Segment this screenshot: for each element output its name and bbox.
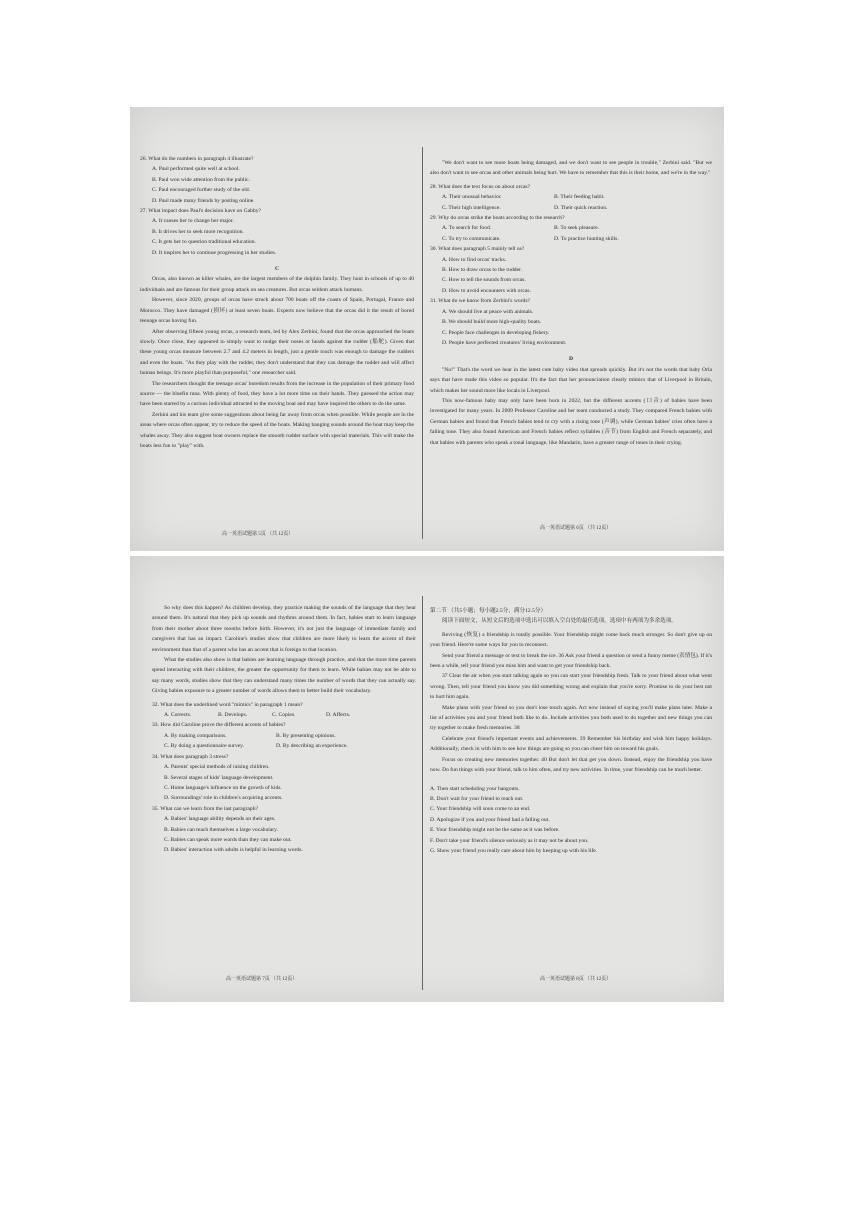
option-row — [442, 234, 712, 244]
option: C. Their high intelligence. — [442, 204, 501, 211]
option: A. We should live at peace with animals. — [442, 308, 534, 315]
paragraph: Celebrate your friend's important events and achievements. 39 Remember his birthday and wish him happy holidays. Additionally, check in with him to see how things are going so you can cheer him on toward his goals. — [430, 735, 712, 753]
option-row — [442, 223, 712, 233]
paragraph: This now-famous baby may only have been born in 2022, but the different accents (口音) of babies have been investigated for many years. In 2009 Professor Caroline and her team conducted a study. They compared French babies with German babies and found that French babies tend to cry with a rising tone (声调), while German babies' cries often have a falling tone. They also found American and French babies reflect syllables (音节) from English and French separately, and that babies with parents who speak a tonal language, like Mandarin, have a greater range of tones in their crying. — [430, 397, 712, 446]
option: A. To search for food. — [442, 225, 492, 232]
option: C. To try to communicate. — [442, 235, 501, 242]
page-footer: 高一英语试题第 5页 （共 12页） — [222, 532, 294, 537]
option: D. Paul made many friends by posting online. — [152, 197, 255, 204]
option: A. Their unusual behavior. — [442, 194, 502, 201]
option: A. Corrects. — [164, 712, 192, 719]
option: B. By presenting opinions. — [276, 732, 336, 739]
instructions: 阅读下面短文，从短文后的选项中选出可以填入空白处的最佳选项。选项中有两项为多余选项。 — [442, 618, 677, 625]
option: E. Your friendship might not be the same as it was before. — [430, 827, 560, 834]
paragraph: After observing fifteen young orcas, a research team, led by Alex Zerbini, found that the orcas approached the boats slowly. Once close, they appeared to simply want to nudge their noses or heads against the rudder (船舵). Given that these young orcas measure between 2.7 and 4.2 meters in length, just a gentle touch was enough to damage the rudders and even the boats. "As they play with the rudder, they don't understand that they can damage the rudder and will affect human beings. It's more playful than purposeful," one researcher said. — [140, 328, 414, 377]
page-footer: 高一英语试题第 7页 （共 12页） — [226, 977, 298, 982]
option: A. Parents' special methods of raising children. — [164, 764, 270, 771]
question-29-stem: 29. Why do orcas strike the boats according to the research? — [430, 215, 565, 222]
option: C. Home language's influence on the growth of kids. — [164, 784, 282, 791]
option: A. How to find orcas' tracks. — [442, 256, 507, 263]
option: B. Develops. — [218, 712, 248, 719]
option: A. By making comparisons. — [164, 732, 227, 739]
page-footer: 高一英语试题第 6页 （共 12页） — [540, 526, 612, 531]
question-33-stem: 33. How did Caroline prove the different accents of babies? — [152, 722, 286, 729]
paragraph: Reviving (恢复) a friendship is totally possible. Your friendship might come back much stronger. So don't give up on your friend. Here're some ways for you to reconnect. — [430, 631, 712, 649]
paragraph: "No!" That's the word we hear in the latest cute baby video that spreads quickly. But it's not the words that baby Orla says that have made this video so popular. It's the fact that her pronunciation clearly mimics that of Liverpool in Britain, which makes her sound more like locals in Liverpool. — [430, 366, 712, 394]
paragraph: So why does this happen? As children develop, they practice making the sounds of the language that they hear around them. It's natural that they pick up sounds and rhythms around them. In fact, babies start to learn language from their mother about three months before birth. However, it's not just the language of immediate family and caregivers that has an impact. Caroline's studies show that children are more likely to learn the accent of their environment than that of a parent who has an accent that is foreign to that location. — [152, 605, 416, 653]
page2-left-column — [152, 603, 416, 856]
option: B. Babies can teach themselves a large vocabulary. — [164, 826, 279, 833]
question-27-stem: 27. What impact does Paul's decision have on Gabby? — [140, 208, 261, 215]
option-row — [164, 731, 416, 741]
question-30-stem: 30. What does paragraph 5 mainly tell us? — [430, 246, 525, 253]
option: D. People have perfected creatures' living environment. — [442, 339, 567, 346]
option: D. How to avoid encounters with orcas. — [442, 287, 531, 294]
section-heading: 第二节 （共5小题；每小题2.5分，满分12.5分） — [430, 608, 547, 614]
paragraph: Make plans with your friend so you don't lose touch again. Act now instead of saying you'll make plans later. Make a list of activities you and your friend both like to do. Include activities you both used to do together and new things you can try together to make fresh memories. 38 — [430, 704, 712, 732]
option: D. Babies' interaction with adults is helpful in learning words. — [164, 847, 303, 854]
section-title-c: C — [274, 266, 280, 273]
option: B. How to draw orcas to the rudder. — [442, 267, 523, 274]
paragraph: The researchers thought the teenage orcas' boredom results from the increase in the population of their primary food source — the bluefin tuna. With plenty of food, they have a lot more time on their hands. They guessed the action may have been started by a curious individual attracted to the moving boat and may have inspired the others to do the same. — [140, 380, 414, 408]
option: A. Babies' language ability depends on their ages. — [164, 816, 276, 823]
option: C. It gets her to question traditional education. — [152, 239, 256, 246]
option: B. Paul won wide attention from the public. — [152, 176, 251, 183]
option: B. Their feeding habit. — [554, 194, 605, 201]
option-list — [430, 784, 712, 857]
paragraph: Orcas, also known as killer whales, are the largest members of the dolphin family. They hunt in schools of up to 40 individuals and are famous for their group attack on sea creatures. But orcas seldom attack humans. — [140, 276, 414, 293]
option: B. To seek pleasure. — [554, 225, 600, 232]
option: B. Don't wait for your friend to reach out. — [430, 795, 524, 802]
option: D. Surroundings' role in children's acquiring accents. — [164, 795, 283, 802]
page-footer: 高一英语试题第 8页 （共 12页） — [540, 977, 612, 982]
option: F. Don't take your friend's silence seriously as it may not be about you. — [430, 837, 589, 844]
option: C. Paul encouraged further study of the old. — [152, 187, 251, 194]
option: C. How to tell the sounds from orcas. — [442, 277, 526, 284]
option: C. Your friendship will soon come to an end. — [430, 806, 531, 813]
paragraph: 37 Clear the air when you start talking again so you can start your friendship fresh. Talk to your friend about what went wrong. Then, tell your friend you know you did something wrong and explain that you're sorry. Promise to do your best not to hurt him again. — [430, 673, 712, 701]
option-row — [442, 203, 712, 213]
option: A. Paul performed quite well at school. — [152, 166, 240, 173]
option: D. By describing an experience. — [276, 743, 348, 750]
question-34-stem: 34. What does paragraph 3 stress? — [152, 753, 229, 760]
paragraph: Focus on creating new memories together. 40 But don't let that get you down. Instead, enjoy the friendship you have now. Do fun things with your friend, talk to him often, and try new activities. In time, your friendship can be much better. — [430, 756, 712, 774]
question-32-stem: 32. What does the underlined word "mimics" in paragraph 1 mean? — [152, 701, 303, 708]
column-divider — [422, 147, 423, 539]
question-31-stem: 31. What do we know from Zerbini's words? — [430, 298, 531, 305]
option-row — [164, 741, 416, 751]
option: C. Copies. — [272, 712, 296, 719]
exam-page-photo-1 — [130, 107, 724, 551]
option: C. People face challenges in developing fishery. — [442, 329, 550, 336]
option: A. It causes her to change her major. — [152, 218, 234, 225]
option: D. To practice hunting skills. — [554, 235, 619, 242]
option: C. Babies can speak more words than they can make out. — [164, 836, 292, 843]
exam-page-photo-2 — [130, 556, 724, 1002]
option: D. Affects. — [326, 712, 351, 719]
option: B. It drives her to seek more recognition. — [152, 228, 244, 235]
option: B. Several stages of kids' language development. — [164, 774, 274, 781]
column-divider — [422, 596, 423, 990]
option: A. Then start scheduling your hangouts. — [430, 785, 520, 792]
page1-right-column — [430, 158, 712, 448]
page1-left-column — [140, 154, 414, 451]
paragraph: However, since 2020, groups of orcas have struck about 700 boats off the coasts of Spain, Portugal, France and Morocco. They have damaged (损坏) at least seven boats. Experts now believe that the orcas did it the result of bored teenage orcas having fun. — [140, 297, 414, 325]
option: C. By doing a questionnaire survey. — [164, 743, 244, 750]
section-title-d: D — [568, 356, 574, 363]
paragraph: Zerbini and his team give some suggestions about being far away from orcas when possible. While people are in the areas where orcas often appear, try to reduce the speed of the boats. Making banging sounds around the boat may keep the whales away. They also suggest boat owners replace the smooth rudder surface with special materials. This will make the boats less fun to "play" with. — [140, 411, 414, 449]
paragraph: What the studies also show is that babies are learning language through practice, and that the more time parents spend interacting with their children, the greater the opportunity for them to learn. While babies may not be able to say many words, studies show that they can understand many times the number of words that they can actually say. Giving babies exposure to a greater number of words allows them to better build their vocabulary. — [152, 657, 416, 695]
option-row — [442, 192, 712, 202]
paragraph: "We don't want to see more boats being damaged, and we don't want to see people in trouble," Zerbini said. "But we also don't want to see orcas and other animals being hurt. We have to remember that this is their home, and we're in the way." — [430, 160, 712, 177]
question-26-stem: 26. What do the numbers in paragraph 4 illustrate? — [140, 156, 254, 162]
option: G. Show your friend you really care about him by keeping up with his life. — [430, 847, 598, 854]
option-row — [164, 710, 416, 720]
paragraph: Send your friend a message or text to break the ice. 36 Ask your friend a question or send a funny meme (表情包). If it's been a while, tell your friend you miss him and want to get your friendship back. — [430, 652, 712, 670]
question-35-stem: 35. What can we learn from the last paragraph? — [152, 805, 258, 812]
option: B. We should build more high-quality boats. — [442, 319, 542, 326]
option: D. It inspires her to continue progressing in her studies. — [152, 249, 277, 256]
page2-right-column — [430, 606, 712, 856]
option: D. Apologize if you and your friend had a falling out. — [430, 816, 550, 823]
question-28-stem: 28. What does the text focus on about orcas? — [430, 183, 531, 190]
option: D. Their quick reaction. — [554, 204, 608, 211]
